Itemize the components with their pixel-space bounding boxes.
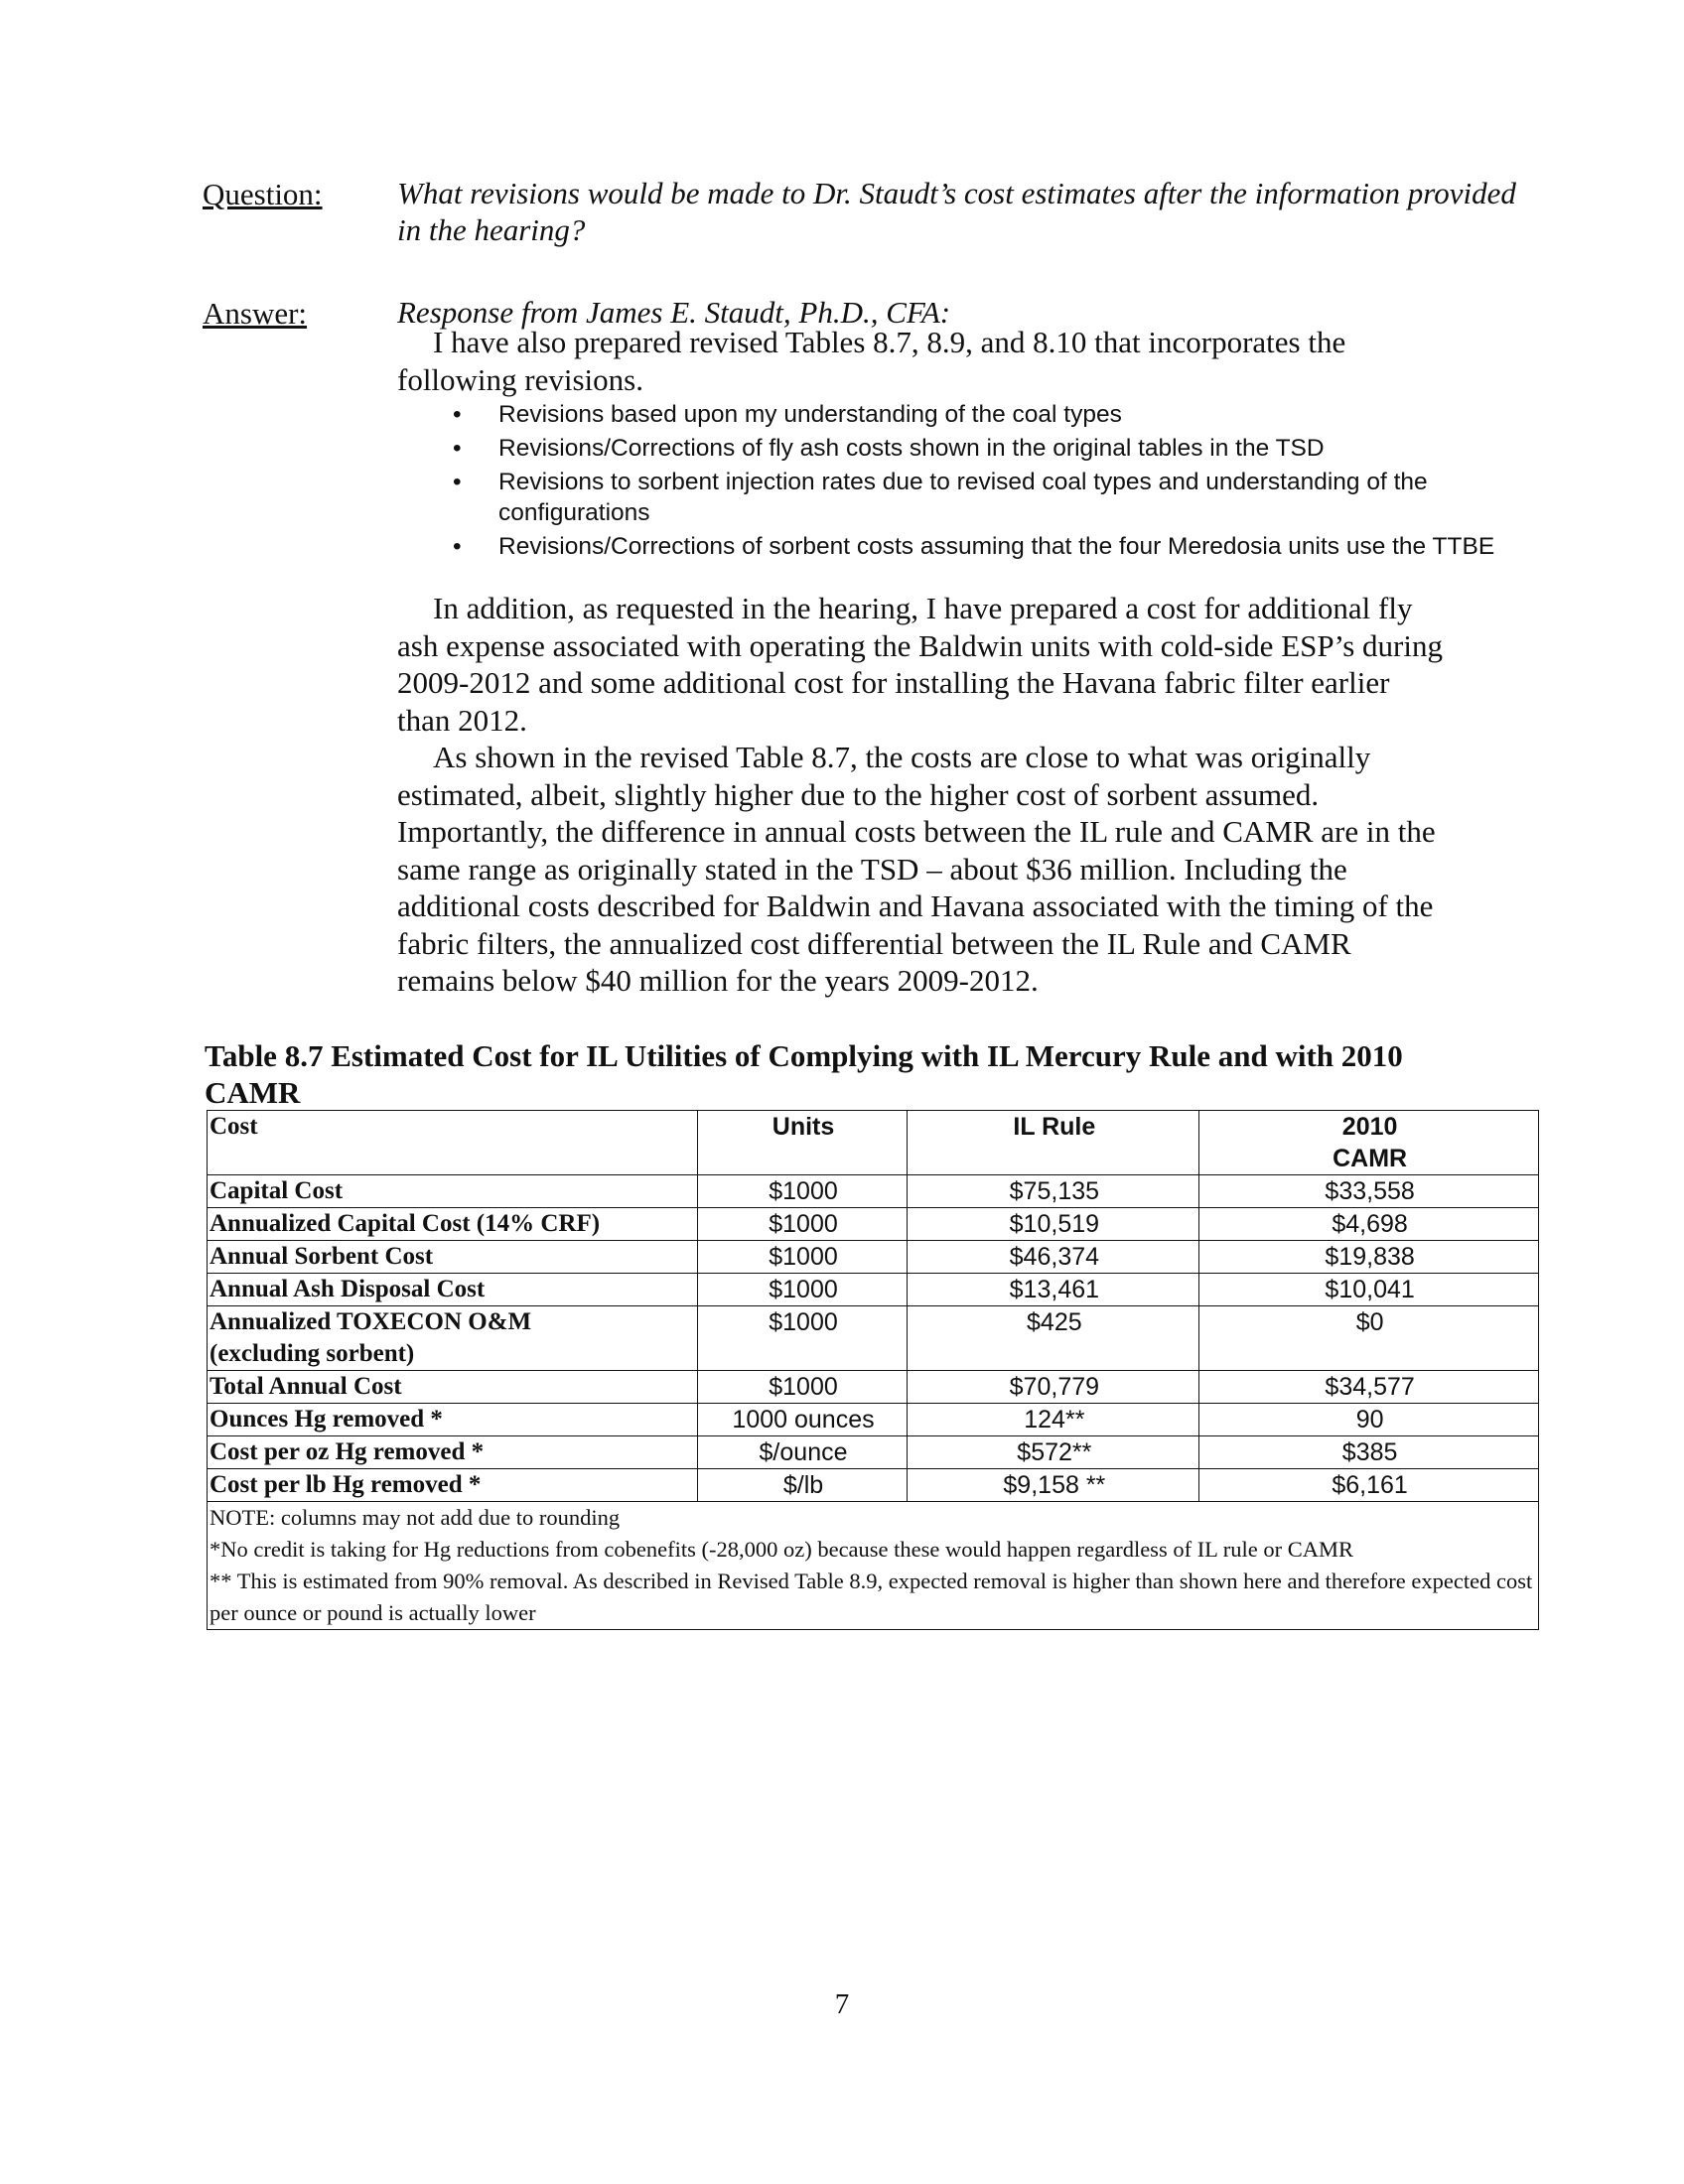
header-cost: Cost [208, 1111, 698, 1175]
answer-body [397, 590, 1450, 1000]
list-item: • Revisions/Corrections of fly ash costs shown in the original tables in the TSD [453, 435, 1325, 462]
response-from: Response from James E. Staudt, Ph.D., CFA: [397, 295, 951, 330]
table-row: Annual Sorbent Cost $1000 $46,374 $19,838 [208, 1241, 1539, 1274]
table-row: Capital Cost $1000 $75,135 $33,558 [208, 1175, 1539, 1208]
note-cobenefits: *No credit is taking for Hg reductions from cobenefits (-28,000 oz) because these would happen regardless of IL rule or CAMR [210, 1537, 1353, 1562]
note-rounding: NOTE: columns may not add due to rounding [210, 1505, 621, 1530]
list-item: • Revisions/Corrections of sorbent costs assuming that the four Meredosia units use the TTBE [453, 533, 1495, 560]
paragraph-revised-table: As shown in the revised Table 8.7, the costs are close to what was originally estimated, albeit, slightly higher due to the higher cost of sorbent assumed. Importantly, the difference in annual costs between the IL rule and CAMR are in the same range as originally stated in the TSD – about $36 million. Including the additional costs described for Baldwin and Havana associated with the timing of the fabric filters, the annualized cost differential between the IL Rule and CAMR remains below $40 million for the years 2009-2012. [397, 740, 1436, 998]
table-notes-row [208, 1502, 1539, 1630]
table-title: Table 8.7 Estimated Cost for IL Utilities of Complying with IL Mercury Rule and with 2010 CAMR [205, 1038, 1403, 1110]
paragraph-additional-costs: In addition, as requested in the hearing, I have prepared a cost for additional fly ash expense associated with operating the Baldwin units with cold-side ESP’s during 2009-2012 and some additional cost for installing the Havana fabric filter earlier than 2012. [397, 591, 1443, 738]
header-camr: 2010 CAMR [1199, 1111, 1539, 1175]
bullet-icon: • [453, 533, 462, 560]
bullet-icon: • [453, 469, 462, 495]
note-removal: ** This is estimated from 90% removal. As described in Revised Table 8.9, expected removal is higher than shown here and therefore expected cost per ounce or pound is actually lower [210, 1569, 1533, 1625]
revision-list [397, 399, 1499, 565]
table-notes [208, 1502, 1539, 1630]
table-row: Annualized Capital Cost (14% CRF) $1000 $10,519 $4,698 [208, 1208, 1539, 1241]
header-units: Units [697, 1111, 908, 1175]
question-label: Question: [203, 177, 323, 211]
list-item: • Revisions based upon my understanding of the coal types [453, 401, 1122, 428]
table-row: Cost per oz Hg removed * $/ounce $572** $385 [208, 1436, 1539, 1469]
cost-table [207, 1110, 1539, 1630]
page-number: 7 [834, 1988, 850, 2020]
table-row: Total Annual Cost $1000 $70,779 $34,577 [208, 1371, 1539, 1404]
intro-paragraph: I have also prepared revised Tables 8.7, 8.9, and 8.10 that incorporates the following revisions. [397, 325, 1346, 397]
answer-label: Answer: [203, 296, 308, 331]
bullet-icon: • [453, 401, 462, 428]
question-text: What revisions would be made to Dr. Staudt’s cost estimates after the information provided in the hearing? [397, 176, 1516, 247]
table-row: Annualized TOXECON O&M (excluding sorbent) $1000 $425 $0 [208, 1306, 1539, 1371]
answer-intro [397, 324, 1450, 398]
table-header-row [208, 1111, 1539, 1175]
table-row: Cost per lb Hg removed * $/lb $9,158 ** $6,161 [208, 1469, 1539, 1502]
header-il-rule: IL Rule [908, 1111, 1199, 1175]
list-item: • Revisions to sorbent injection rates due to revised coal types and understanding of the configurations [453, 469, 1428, 526]
table-row: Annual Ash Disposal Cost $1000 $13,461 $10,041 [208, 1274, 1539, 1306]
bullet-icon: • [453, 435, 462, 462]
table-row: Ounces Hg removed * 1000 ounces 124** 90 [208, 1404, 1539, 1436]
